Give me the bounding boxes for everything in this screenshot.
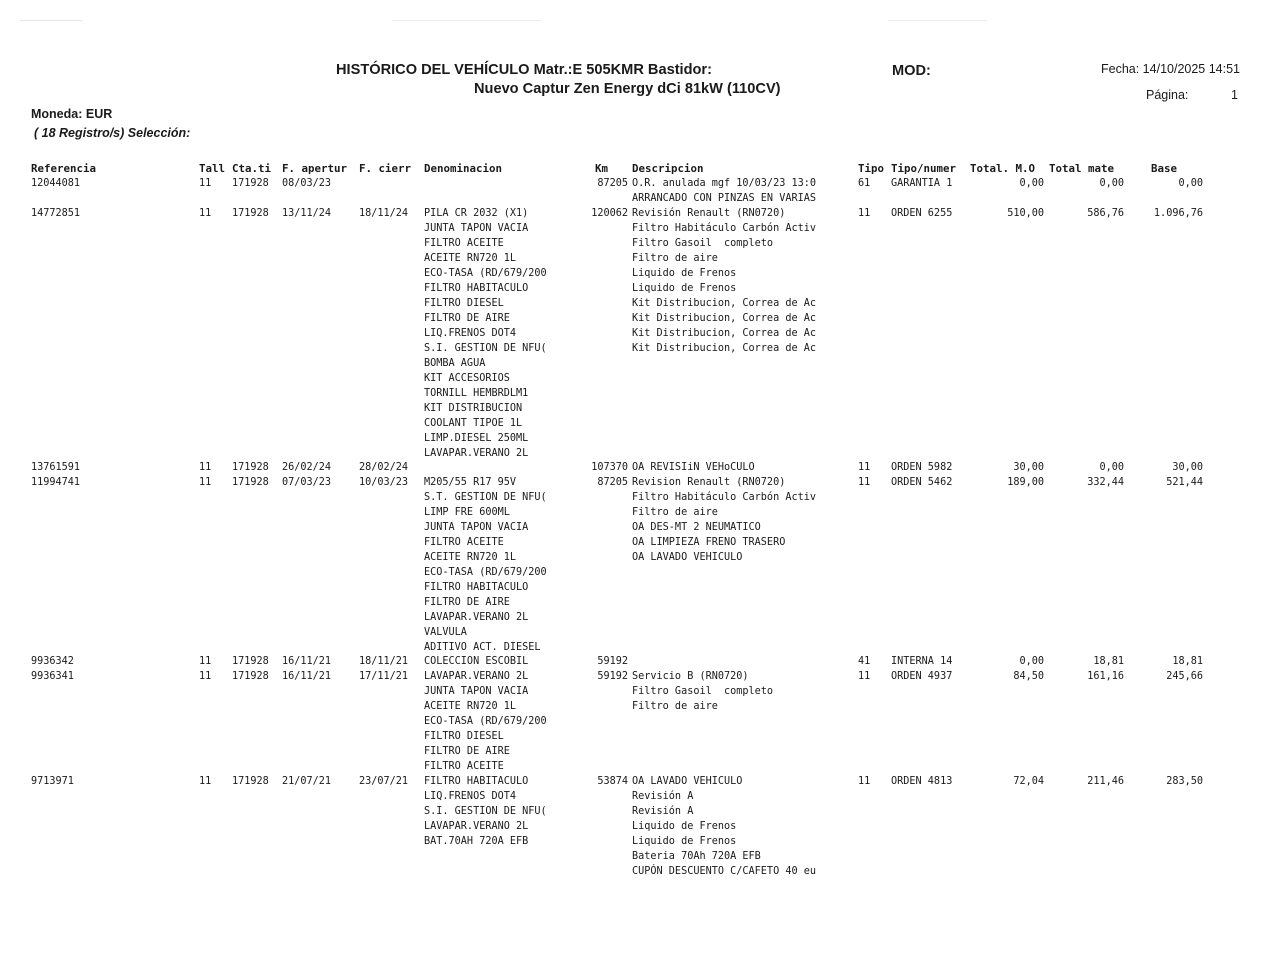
cell-denominacion-line: JUNTA TAPON VACIA (424, 522, 529, 533)
report-date: Fecha: 14/10/2025 14:51 (1101, 62, 1241, 76)
cell-km: 87205 (597, 477, 628, 488)
col-header-referencia: Referencia (31, 162, 97, 175)
cell-denominacion-line: FILTRO DE AIRE (424, 746, 510, 757)
cell-descripcion-line: Liquido de Frenos (632, 821, 737, 832)
cell-denominacion-line: S.I. GESTION DE NFU( (424, 343, 547, 354)
cell-descripcion-line: Kit Distribucion, Correa de Ac (632, 298, 817, 309)
cell-f-apertura: 16/11/21 (282, 671, 332, 682)
cell-descripcion-line: OA LIMPIEZA FRENO TRASERO (632, 537, 786, 548)
cell-denominacion-line: FILTRO DIESEL (424, 731, 504, 742)
cell-cta: 171928 (232, 208, 269, 219)
currency: Moneda: EUR (31, 107, 113, 121)
cell-denominacion-line: JUNTA TAPON VACIA (424, 223, 529, 234)
cell-total-mo: 72,04 (1013, 776, 1044, 787)
col-header-denominacion: Denominacion (424, 162, 503, 175)
cell-descripcion-line: Filtro Gasoil completo (632, 686, 774, 697)
report-title: HISTÓRICO DEL VEHÍCULO Matr.:E 505KMR Bastidor: (336, 62, 712, 78)
cell-denominacion-line: LAVAPAR.VERANO 2L (424, 612, 529, 623)
cell-denominacion-line: COLECCION ESCOBIL (424, 656, 529, 667)
cell-f-cierre: 28/02/24 (359, 462, 409, 473)
cell-km: 53874 (597, 776, 628, 787)
cell-km: 59192 (597, 671, 628, 682)
cell-descripcion-line: Kit Distribucion, Correa de Ac (632, 328, 817, 339)
cell-descripcion-line: Revisión Renault (RN0720) (632, 208, 786, 219)
cell-descripcion-line: Filtro de aire (632, 701, 718, 712)
cell-total-mo: 189,00 (1007, 477, 1044, 488)
cell-denominacion-line: KIT DISTRIBUCION (424, 403, 523, 414)
cell-descripcion-line: Filtro Habitáculo Carbón Activ (632, 223, 817, 234)
cell-denominacion-line: FILTRO ACEITE (424, 761, 504, 772)
cell-f-apertura: 26/02/24 (282, 462, 332, 473)
col-header-f-cierre: F. cierr (359, 162, 412, 175)
cell-denominacion-line: PILA CR 2032 (X1) (424, 208, 529, 219)
cell-f-cierre: 18/11/21 (359, 656, 409, 667)
cell-denominacion-line: LIQ.FRENOS DOT4 (424, 791, 517, 802)
cell-denominacion-line: JUNTA TAPON VACIA (424, 686, 529, 697)
cell-tipo: 11 (858, 776, 871, 787)
cell-referencia: 9936342 (31, 656, 74, 667)
record-count: ( 18 Registro/s) Selección: (34, 126, 191, 140)
cell-total-mo: 84,50 (1013, 671, 1044, 682)
cell-total-mate: 161,16 (1087, 671, 1124, 682)
cell-denominacion-line: ACEITE RN720 1L (424, 701, 517, 712)
cell-denominacion-line: FILTRO ACEITE (424, 537, 504, 548)
cell-denominacion-line: ADITIVO ACT. DIESEL (424, 642, 541, 653)
cell-descripcion-line: Filtro Gasoil completo (632, 238, 774, 249)
cell-base: 521,44 (1166, 477, 1203, 488)
cell-denominacion-line: VALVULA (424, 627, 467, 638)
cell-total-mate: 586,76 (1087, 208, 1124, 219)
cell-tipo: 61 (858, 178, 871, 189)
cell-cta: 171928 (232, 656, 269, 667)
cell-km: 120062 (591, 208, 628, 219)
cell-denominacion-line: TORNILL HEMBRDLM1 (424, 388, 529, 399)
cell-base: 0,00 (1178, 178, 1203, 189)
cell-tipo: 11 (858, 208, 871, 219)
cell-total-mate: 211,46 (1087, 776, 1124, 787)
cell-denominacion-line: M205/55 R17 95V (424, 477, 517, 488)
vehicle-model: Nuevo Captur Zen Energy dCi 81kW (110CV) (474, 81, 781, 97)
cell-descripcion-line: Liquido de Frenos (632, 836, 737, 847)
cell-denominacion-line: LAVAPAR.VERANO 2L (424, 671, 529, 682)
cell-denominacion-line: LIMP FRE 600ML (424, 507, 510, 518)
cell-referencia: 12044081 (31, 178, 81, 189)
cell-denominacion-line: BAT.70AH 720A EFB (424, 836, 529, 847)
cell-denominacion-line: LAVAPAR.VERANO 2L (424, 821, 529, 832)
cell-tall: 11 (199, 178, 212, 189)
cell-descripcion-line: CUPÓN DESCUENTO C/CAFETO 40 eu (632, 866, 817, 877)
cell-km: 107370 (591, 462, 628, 473)
cell-tall: 11 (199, 671, 212, 682)
cell-descripcion-line: Kit Distribucion, Correa de Ac (632, 313, 817, 324)
cell-tipo: 11 (858, 477, 871, 488)
cell-referencia: 9936341 (31, 671, 74, 682)
cell-f-cierre: 23/07/21 (359, 776, 409, 787)
cell-tipo: 41 (858, 656, 871, 667)
cell-total-mo: 0,00 (1019, 178, 1044, 189)
cell-tall: 11 (199, 208, 212, 219)
cell-denominacion-line: BOMBA AGUA (424, 358, 486, 369)
cell-tipo-numer: ORDEN 4937 (891, 671, 953, 682)
cell-descripcion-line: Revisión A (632, 806, 694, 817)
cell-descripcion-line: ARRANCADO CON PINZAS EN VARIAS (632, 193, 817, 204)
cell-descripcion-line: OA DES-MT 2 NEUMATICO (632, 522, 761, 533)
cell-denominacion-line: FILTRO HABITACULO (424, 582, 529, 593)
cell-f-apertura: 08/03/23 (282, 178, 332, 189)
cell-f-cierre: 17/11/21 (359, 671, 409, 682)
cell-denominacion-line: LIQ.FRENOS DOT4 (424, 328, 517, 339)
cell-descripcion-line: Liquido de Frenos (632, 268, 737, 279)
col-header-base: Base (1151, 162, 1178, 175)
cell-descripcion-line: OA LAVADO VEHICULO (632, 552, 743, 563)
cell-referencia: 11994741 (31, 477, 81, 488)
cell-descripcion-line: Revision Renault (RN0720) (632, 477, 786, 488)
cell-total-mo: 0,00 (1019, 656, 1044, 667)
cell-descripcion-line: Filtro de aire (632, 507, 718, 518)
cell-cta: 171928 (232, 462, 269, 473)
col-header-total-mo: Total. M.O (970, 162, 1036, 175)
cell-tipo-numer: ORDEN 5462 (891, 477, 953, 488)
cell-tipo: 11 (858, 671, 871, 682)
mod-label: MOD: (892, 63, 931, 79)
cell-total-mate: 18,81 (1093, 656, 1124, 667)
cell-f-cierre: 18/11/24 (359, 208, 409, 219)
cell-denominacion-line: FILTRO ACEITE (424, 238, 504, 249)
cell-denominacion-line: LIMP.DIESEL 250ML (424, 433, 529, 444)
cell-referencia: 14772851 (31, 208, 81, 219)
cell-denominacion-line: KIT ACCESORIOS (424, 373, 510, 384)
cell-tall: 11 (199, 776, 212, 787)
cell-referencia: 9713971 (31, 776, 74, 787)
cell-total-mate: 332,44 (1087, 477, 1124, 488)
page-number: 1 (1231, 88, 1238, 102)
cell-f-cierre: 10/03/23 (359, 477, 409, 488)
cell-denominacion-line: FILTRO DE AIRE (424, 313, 510, 324)
cell-f-apertura: 21/07/21 (282, 776, 332, 787)
cell-denominacion-line: FILTRO DIESEL (424, 298, 504, 309)
cell-denominacion-line: ECO-TASA (RD/679/200 (424, 716, 547, 727)
cell-total-mate: 0,00 (1099, 178, 1124, 189)
cell-tipo-numer: ORDEN 5982 (891, 462, 953, 473)
cell-tall: 11 (199, 462, 212, 473)
col-header-f-apertura: F. apertur (282, 162, 348, 175)
col-header-tipo: Tipo (858, 162, 885, 175)
cell-tipo-numer: ORDEN 4813 (891, 776, 953, 787)
cell-f-apertura: 07/03/23 (282, 477, 332, 488)
cell-total-mate: 0,00 (1099, 462, 1124, 473)
cell-denominacion-line: S.T. GESTION DE NFU( (424, 492, 547, 503)
cell-tall: 11 (199, 477, 212, 488)
cell-denominacion-line: LAVAPAR.VERANO 2L (424, 448, 529, 459)
cell-denominacion-line: FILTRO HABITACULO (424, 283, 529, 294)
cell-cta: 171928 (232, 776, 269, 787)
cell-total-mo: 30,00 (1013, 462, 1044, 473)
col-header-cta: Cta.ti (232, 162, 272, 175)
cell-tipo-numer: GARANTIA 1 (891, 178, 953, 189)
cell-referencia: 13761591 (31, 462, 81, 473)
cell-descripcion-line: Revisión A (632, 791, 694, 802)
col-header-tipo-numer: Tipo/numer (891, 162, 957, 175)
cell-base: 30,00 (1172, 462, 1203, 473)
cell-base: 283,50 (1166, 776, 1203, 787)
cell-km: 59192 (597, 656, 628, 667)
cell-denominacion-line: S.I. GESTION DE NFU( (424, 806, 547, 817)
cell-denominacion-line: FILTRO HABITACULO (424, 776, 529, 787)
cell-f-apertura: 13/11/24 (282, 208, 332, 219)
col-header-descripcion: Descripcion (632, 162, 704, 175)
cell-denominacion-line: ECO-TASA (RD/679/200 (424, 567, 547, 578)
cell-base: 1.096,76 (1153, 208, 1203, 219)
cell-tall: 11 (199, 656, 212, 667)
cell-descripcion-line: Bateria 70Ah 720A EFB (632, 851, 761, 862)
cell-tipo-numer: ORDEN 6255 (891, 208, 953, 219)
page-label: Página: (1146, 88, 1189, 102)
cell-descripcion-line: OA LAVADO VEHICULO (632, 776, 743, 787)
cell-descripcion-line: O.R. anulada mgf 10/03/23 13:0 (632, 178, 817, 189)
cell-base: 18,81 (1172, 656, 1203, 667)
cell-descripcion-line: Liquido de Frenos (632, 283, 737, 294)
cell-denominacion-line: ECO-TASA (RD/679/200 (424, 268, 547, 279)
cell-total-mo: 510,00 (1007, 208, 1044, 219)
cell-cta: 171928 (232, 178, 269, 189)
cell-denominacion-line: ACEITE RN720 1L (424, 552, 517, 563)
cell-denominacion-line: COOLANT TIPOE 1L (424, 418, 523, 429)
cell-descripcion-line: OA REVISIiN VEHoCULO (632, 462, 755, 473)
cell-descripcion-line: Kit Distribucion, Correa de Ac (632, 343, 817, 354)
col-header-tall: Tall (199, 162, 226, 175)
cell-tipo-numer: INTERNA 14 (891, 656, 953, 667)
cell-denominacion-line: FILTRO DE AIRE (424, 597, 510, 608)
cell-descripcion-line: Servicio B (RN0720) (632, 671, 749, 682)
top-scan-rule (20, 20, 1260, 21)
cell-cta: 171928 (232, 671, 269, 682)
cell-denominacion-line: ACEITE RN720 1L (424, 253, 517, 264)
cell-tipo: 11 (858, 462, 871, 473)
cell-descripcion-line: Filtro Habitáculo Carbón Activ (632, 492, 817, 503)
cell-f-apertura: 16/11/21 (282, 656, 332, 667)
col-header-total-mate: Total mate (1049, 162, 1115, 175)
col-header-km: Km (595, 162, 609, 175)
cell-descripcion-line: Filtro de aire (632, 253, 718, 264)
cell-cta: 171928 (232, 477, 269, 488)
cell-km: 87205 (597, 178, 628, 189)
cell-base: 245,66 (1166, 671, 1203, 682)
